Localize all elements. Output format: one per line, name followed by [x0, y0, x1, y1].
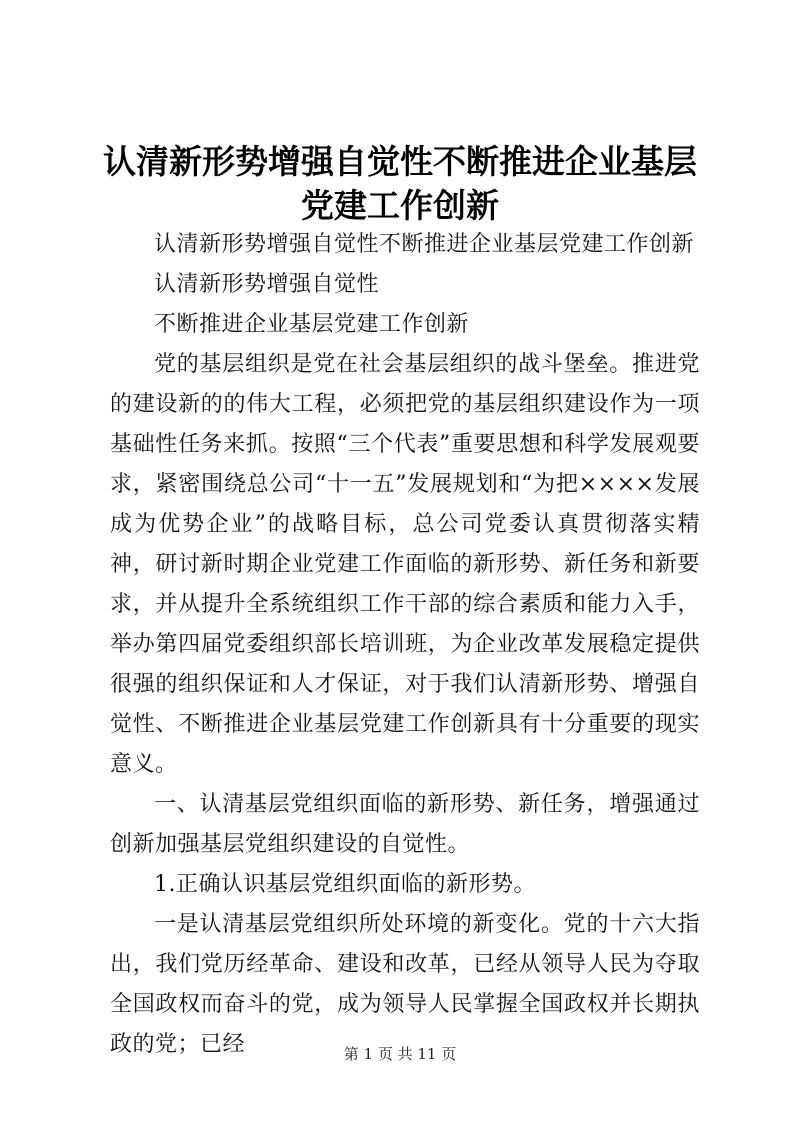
paragraph-intro: 党的基层组织是党在社会基层组织的战斗堡垒。推进党的建设新的的伟大工程，必须把党的基层组织建设作为一项基础性任务来抓。按照“三个代表”重要思想和科学发展观要求，紧密围绕总公司“十一五”发展规划和“为把××××发展成为优势企业”的战略目标，总公司党委认真贯彻落实精神，研讨新时期企业党建工作面临的新形势、新任务和新要求，并从提升全系统组织工作干部的综合素质和能力入手，举办第四届党委组织部长培训班，为企业改革发展稳定提供很强的组织保证和人才保证，对于我们认清新形势、增强自觉性、不断推进企业基层党建工作创新具有十分重要的现实意义。: [110, 352, 700, 777]
paragraph-point-1: 一是认清基层党组织所处环境的新变化。党的十六大指出，我们党历经革命、建设和改革，已经从领导人民为夺取全国政权而奋斗的党，成为领导人民掌握全国政权并长期执政的党；已经: [110, 912, 700, 1057]
document-body: [110, 225, 700, 1065]
paragraph-section-1: 一、认清基层党组织面临的新形势、新任务，增强通过创新加强基层党组织建设的自觉性。: [110, 792, 700, 857]
document-title: 认清新形势增强自觉性不断推进企业基层党建工作创新: [103, 142, 697, 225]
paragraph-heading-1: 认清新形势增强自觉性: [154, 272, 380, 297]
paragraph-subtitle: 认清新形势增强自觉性不断推进企业基层党建工作创新: [154, 232, 695, 257]
page-footer: 第 1 页 共 11 页: [343, 1045, 457, 1063]
paragraph-subsection-1: 1.正确认识基层党组织面临的新形势。: [154, 872, 536, 897]
paragraph-heading-2: 不断推进企业基层党建工作创新: [154, 312, 470, 337]
